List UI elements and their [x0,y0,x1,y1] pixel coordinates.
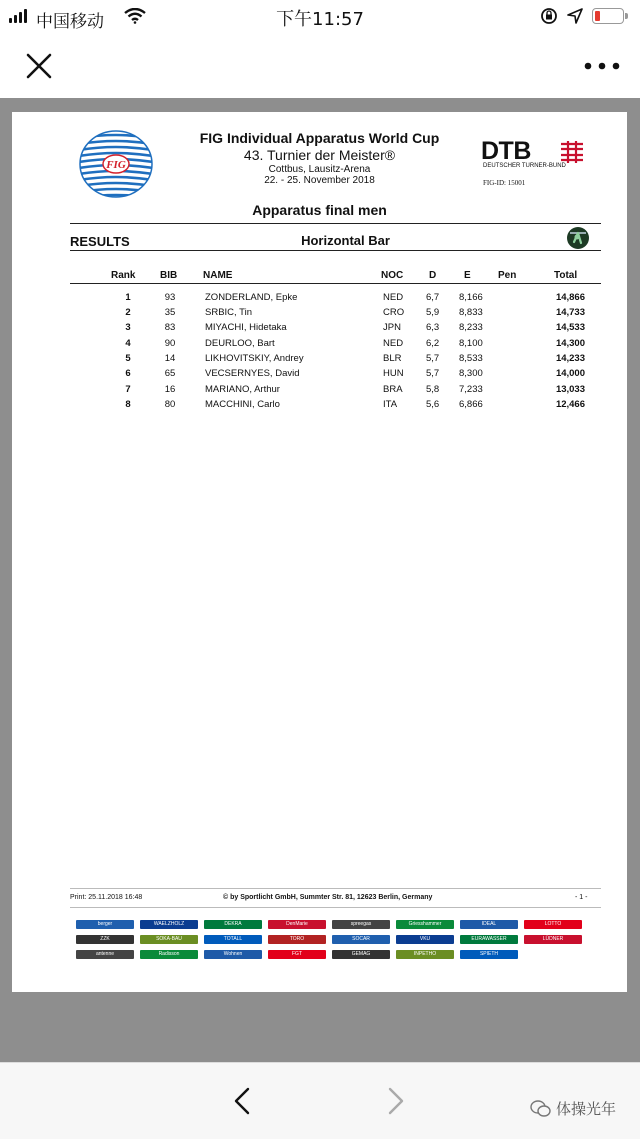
name-cell: ZONDERLAND, Epke [205,292,298,303]
status-bar [0,0,640,34]
col-name: NAME [203,270,233,281]
col-rank: Rank [111,270,136,281]
d-cell: 5,9 [426,307,440,318]
total-cell: 14,733 [555,307,585,318]
sponsor-logo: GEMAG [332,950,390,959]
sponsor-logo: WAELZHOLZ [140,920,198,929]
apparatus-name: Horizontal Bar [301,233,390,248]
sponsor-logo: Radisson [140,950,198,959]
wechat-icon [530,1099,552,1119]
dtb-emblem-icon [560,141,584,163]
rank-cell: 2 [125,307,131,318]
sponsor-logo: FGT [268,950,326,959]
bib-cell: 35 [164,307,176,318]
d-cell: 6,3 [426,322,440,333]
noc-cell: BLR [383,353,402,364]
noc-cell: NED [383,338,404,349]
table-row [12,384,627,399]
clock: 下午11:57 [276,9,364,30]
name-cell: SRBIC, Tin [205,307,252,318]
e-cell: 6,866 [459,399,483,410]
sponsor-logo: LÜDNER [524,935,582,944]
name-cell: MARIANO, Arthur [205,384,280,395]
event-dates: 22. - 25. November 2018 [264,175,375,186]
rank-cell: 4 [125,338,131,349]
name-cell: VECSERNYES, David [205,368,300,379]
col-noc: NOC [381,270,404,281]
sponsor-logo: antenne [76,950,134,959]
bib-cell: 80 [164,399,176,410]
name-cell: LIKHOVITSKIY, Andrey [205,353,304,364]
rank-cell: 1 [125,292,131,303]
copyright: © by Sportlicht GmbH, Summter Str. 81, 12623 Berlin, Germany [223,894,433,901]
noc-cell: BRA [383,384,403,395]
table-row [12,353,627,368]
sponsor-logo: TORO [268,935,326,944]
e-cell: 8,833 [459,307,483,318]
e-cell: 7,233 [459,384,483,395]
sponsor-logo: Griesshammer [396,920,454,929]
table-row [12,292,627,307]
d-cell: 5,8 [426,384,440,395]
results-label: RESULTS [70,234,130,249]
rank-cell: 3 [125,322,131,333]
venue: Cottbus, Lausitz-Arena [268,164,371,175]
carrier-name: 中国移动 [36,12,104,32]
print-timestamp: Print: 25.11.2018 16:48 [70,894,143,901]
noc-cell: HUN [383,368,404,379]
e-cell: 8,100 [459,338,483,349]
sponsor-logo: spreegas [332,920,390,929]
name-cell: DEURLOO, Bart [205,338,275,349]
dtb-logo-text: DTB [481,137,531,165]
sponsor-logos [76,920,586,964]
bottom-toolbar [0,1062,640,1139]
location-icon [567,8,583,24]
total-cell: 14,300 [555,338,585,349]
col-e: E [464,270,471,281]
name-cell: MIYACHI, Hidetaka [205,322,287,333]
bib-cell: 65 [164,368,176,379]
page-number: - 1 - [575,894,588,901]
table-row [12,322,627,337]
page-heading: Apparatus final men [252,202,387,218]
table-row [12,399,627,414]
sponsor-logo: SPIETH [460,950,518,959]
horizontal-bar-pictogram-icon [566,226,590,250]
d-cell: 5,7 [426,353,440,364]
d-cell: 5,7 [426,368,440,379]
bib-cell: 90 [164,338,176,349]
orientation-lock-icon [540,7,558,25]
total-cell: 14,000 [555,368,585,379]
sponsor-logo: berger [76,920,134,929]
rank-cell: 5 [125,353,131,364]
total-cell: 12,466 [555,399,585,410]
noc-cell: NED [383,292,404,303]
table-row [12,338,627,353]
bib-cell: 14 [164,353,176,364]
bib-cell: 83 [164,322,176,333]
e-cell: 8,233 [459,322,483,333]
sponsor-logo: VKU [396,935,454,944]
table-row [12,368,627,383]
watermark: 体操光年 [556,1100,617,1118]
sponsor-logo: DEKRA [204,920,262,929]
col-pen: Pen [498,270,517,281]
sponsor-logo: LOTTO [524,920,582,929]
sponsor-logo: IDEAL [460,920,518,929]
event-subtitle: 43. Turnier der Meister® [243,147,396,163]
sponsor-logo: ZZK [76,935,134,944]
fig-id: FIG-ID: 15001 [483,179,526,187]
sponsor-logo: DenMarie [268,920,326,929]
chevron-left-icon[interactable] [233,1087,251,1115]
sponsor-logo: SOCAR [332,935,390,944]
battery-icon [592,8,624,24]
dtb-name: DEUTSCHER TURNER-BUND [483,163,566,169]
noc-cell: JPN [383,322,401,333]
event-title: FIG Individual Apparatus World Cup [199,130,440,146]
total-cell: 14,233 [555,353,585,364]
total-cell: 14,533 [555,322,585,333]
rank-cell: 7 [125,384,131,395]
e-cell: 8,533 [459,353,483,364]
sponsor-logo: INPETHO [396,950,454,959]
chevron-right-icon[interactable] [387,1087,405,1115]
more-icon[interactable] [584,62,620,70]
nav-bar [0,34,640,98]
bib-cell: 93 [164,292,176,303]
noc-cell: CRO [383,307,405,318]
e-cell: 8,300 [459,368,483,379]
d-cell: 5,6 [426,399,440,410]
col-d: D [429,270,437,281]
name-cell: MACCHINI, Carlo [205,399,280,410]
e-cell: 8,166 [459,292,483,303]
d-cell: 6,2 [426,338,440,349]
bib-cell: 16 [164,384,176,395]
sponsor-logo: TOTALL [204,935,262,944]
close-icon[interactable] [26,53,52,79]
sponsor-logo: EURAWASSER [460,935,518,944]
col-total: Total [554,270,578,281]
rank-cell: 8 [125,399,131,410]
fig-logo-text: FIG [106,159,126,171]
sponsor-logo: Wohnen [204,950,262,959]
col-bib: BIB [160,270,178,281]
total-cell: 13,033 [555,384,585,395]
rank-cell: 6 [125,368,131,379]
d-cell: 6,7 [426,292,440,303]
table-row [12,307,627,322]
noc-cell: ITA [383,399,398,410]
document-page [12,112,627,992]
sponsor-logo: SOKA-BAU [140,935,198,944]
total-cell: 14,866 [555,292,585,303]
